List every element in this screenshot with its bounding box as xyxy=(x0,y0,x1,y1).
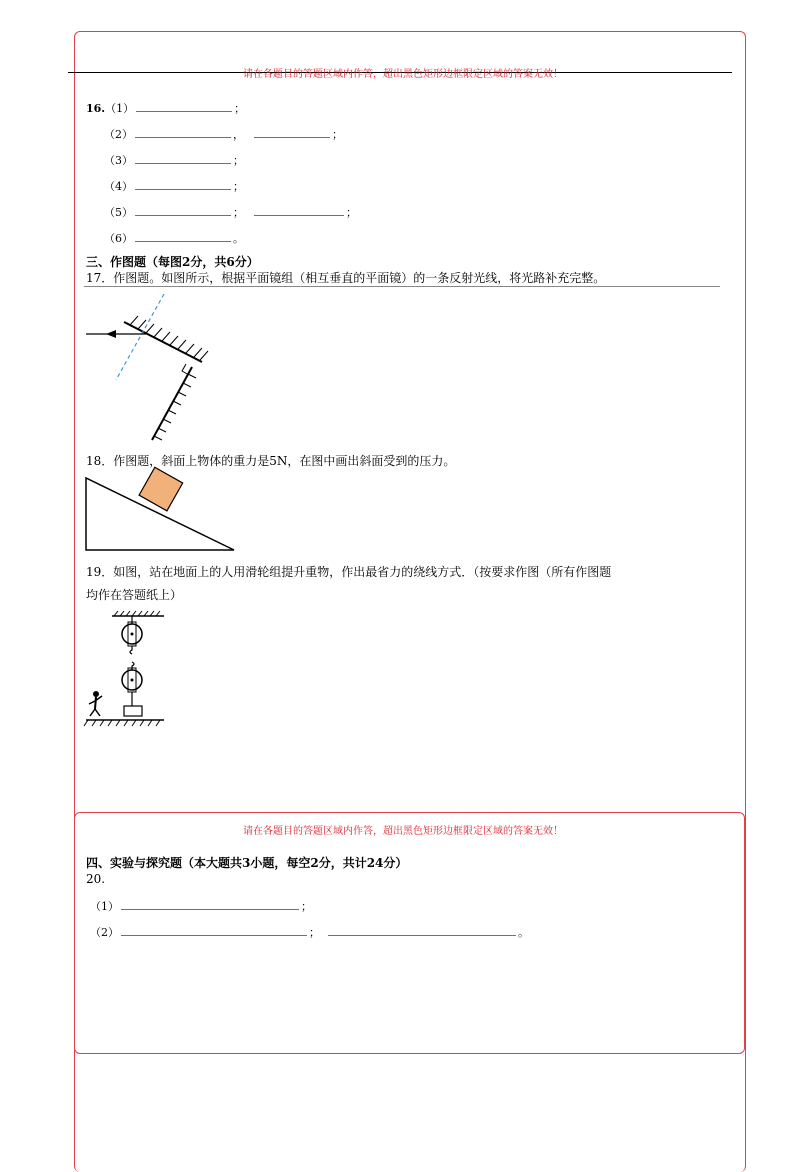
q20-2-end: 。 xyxy=(518,926,529,939)
q16-1-num: （1） xyxy=(105,102,135,115)
q17-rule xyxy=(84,286,720,287)
q16-2-blank-a[interactable] xyxy=(135,126,231,138)
q16-row-4 xyxy=(104,178,244,194)
q16-2-end: ； xyxy=(332,128,343,141)
q19-pulley-figure xyxy=(84,610,166,730)
q20-2-blank-a[interactable] xyxy=(121,924,307,936)
q16-4-blank[interactable] xyxy=(135,178,231,190)
q16-row-3 xyxy=(104,152,244,168)
q16-5-blank-a[interactable] xyxy=(135,204,231,216)
q17-text: 17．作图题。如图所示，根据平面镜组（相互垂直的平面镜）的一条反射光线，将光路补充完整。 xyxy=(86,271,606,285)
q16-4-end: ； xyxy=(233,180,244,193)
q16-5-num: （5） xyxy=(104,206,133,219)
q16-row-6 xyxy=(104,230,244,246)
q16-6-num: （6） xyxy=(104,232,133,245)
q20-2-blank-b[interactable] xyxy=(328,924,516,936)
q20-1-end: ； xyxy=(301,900,312,913)
q18-incline-figure xyxy=(84,474,244,554)
q16-5-blank-b[interactable] xyxy=(254,204,344,216)
q19-text-line1: 19．如图，站在地面上的人用滑轮组提升重物，作出最省力的绕线方式．（按要求作图（所有作图题 xyxy=(86,565,612,579)
q20-row-1 xyxy=(90,898,312,914)
q16-3-num: （3） xyxy=(104,154,133,167)
q16-2-mid: ， xyxy=(233,128,244,141)
q16-3-end: ； xyxy=(233,154,244,167)
q20-1-num: （1） xyxy=(90,900,119,913)
q18-text: 18．作图题，斜面上物体的重力是5N，在图中画出斜面受到的压力。 xyxy=(86,454,456,468)
q20-2-num: （2） xyxy=(90,926,119,939)
q16-2-num: （2） xyxy=(104,128,133,141)
q20-2-mid: ； xyxy=(309,926,320,939)
warning-text-bottom: 请在各题目的答题区域内作答，超出黑色矩形边框限定区域的答案无效！ xyxy=(243,826,563,837)
q16-4-num: （4） xyxy=(104,180,133,193)
q20-1-blank[interactable] xyxy=(121,898,299,910)
q16-row-1 xyxy=(86,100,245,116)
q16-label: 16. xyxy=(86,102,106,115)
q16-5-mid: ； xyxy=(233,206,244,219)
q19-text-line2: 均作在答题纸上） xyxy=(86,588,183,602)
q16-2-blank-b[interactable] xyxy=(254,126,330,138)
q16-5-end: ； xyxy=(346,206,357,219)
q16-1-blank[interactable] xyxy=(136,100,232,112)
section4-title: 四、实验与探究题（本大题共3小题，每空2分，共计24分） xyxy=(86,856,408,870)
q17-mirror-figure xyxy=(84,292,214,442)
q20-row-2 xyxy=(90,924,529,940)
q20-label: 20. xyxy=(86,872,106,886)
q16-1-end: ； xyxy=(234,102,246,115)
section3-title: 三、作图题（每图2分，共6分） xyxy=(86,255,259,269)
warning-text-top: 请在各题目的答题区域内作答，超出黑色矩形边框限定区域的答案无效！ xyxy=(243,69,563,80)
q16-row-2 xyxy=(104,126,343,142)
q16-6-blank[interactable] xyxy=(135,230,231,242)
q16-6-end: 。 xyxy=(233,232,244,245)
q16-row-5 xyxy=(104,204,357,220)
q16-3-blank[interactable] xyxy=(135,152,231,164)
